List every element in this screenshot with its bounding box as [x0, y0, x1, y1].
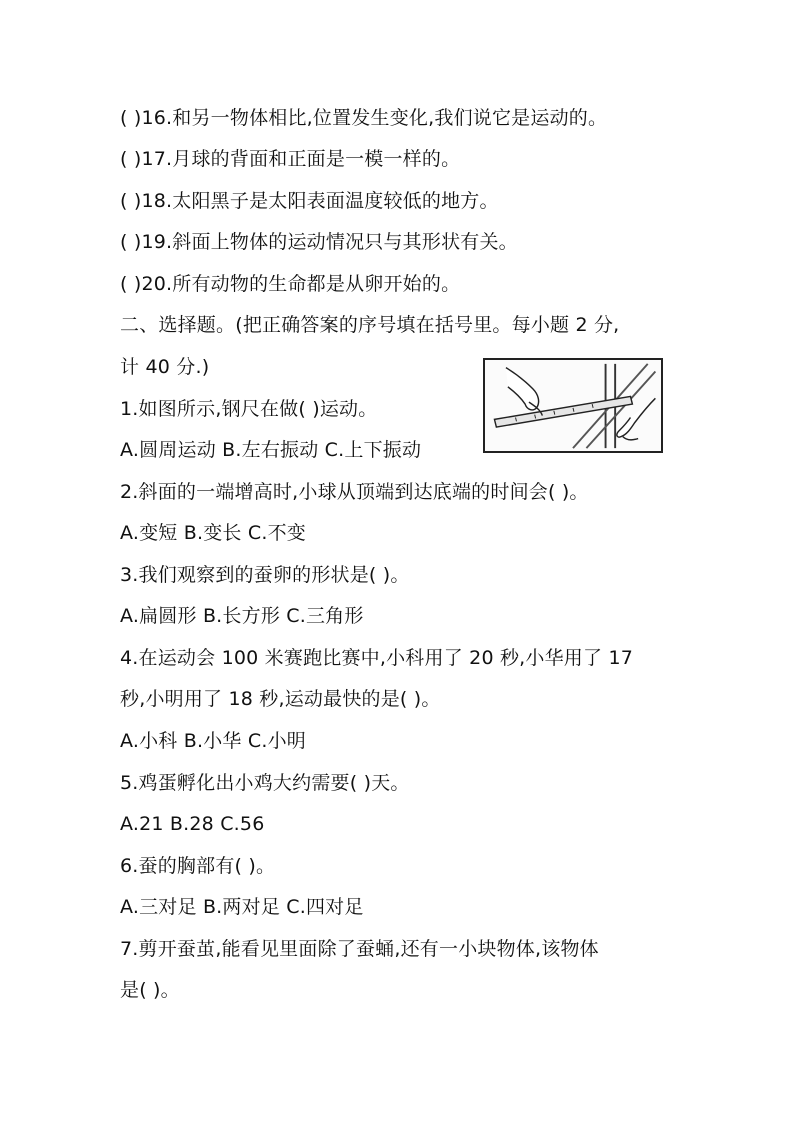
q7-stem-line1: 7.剪开蚕茧,能看见里面除了蚕蛹,还有一小块物体,该物体 — [120, 938, 599, 960]
question-text: 19.斜面上物体的运动情况只与其形状有关。 — [141, 231, 518, 253]
q2-stem: 2.斜面的一端增高时,小球从顶端到达底端的时间会( )。 — [120, 481, 589, 503]
question-text: 16.和另一物体相比,位置发生变化,我们说它是运动的。 — [141, 107, 608, 129]
q3-stem: 3.我们观察到的蚕卵的形状是( )。 — [120, 564, 410, 586]
answer-blank[interactable]: ( ) — [120, 273, 142, 295]
question-text: 17.月球的背面和正面是一模一样的。 — [141, 148, 461, 170]
q4-stem-line2: 秒,小明用了 18 秒,运动最快的是( )。 — [120, 688, 441, 710]
steel-ruler-illustration — [485, 360, 661, 451]
judgement-16 — [120, 106, 607, 130]
q7-stem-line2: 是( )。 — [120, 979, 180, 1001]
judgement-18 — [120, 189, 499, 213]
judgement-19 — [120, 230, 518, 254]
section-heading-line2: 计 40 分.) — [120, 356, 210, 378]
q6-options: A.三对足 B.两对足 C.四对足 — [120, 896, 364, 918]
question-text: 18.太阳黑子是太阳表面温度较低的地方。 — [141, 190, 499, 212]
q6-stem: 6.蚕的胸部有( )。 — [120, 855, 276, 877]
answer-blank[interactable]: ( ) — [120, 148, 142, 170]
q4-options: A.小科 B.小华 C.小明 — [120, 730, 306, 752]
q5-options: A.21 B.28 C.56 — [120, 813, 265, 835]
judgement-17 — [120, 147, 460, 171]
q4-stem-line1: 4.在运动会 100 米赛跑比赛中,小科用了 20 秒,小华用了 17 — [120, 647, 634, 669]
steel-ruler-figure — [483, 358, 663, 453]
answer-blank[interactable]: ( ) — [120, 231, 142, 253]
q3-options: A.扁圆形 B.长方形 C.三角形 — [120, 605, 364, 627]
q1-stem: 1.如图所示,钢尺在做( )运动。 — [120, 398, 378, 420]
q5-stem: 5.鸡蛋孵化出小鸡大约需要( )天。 — [120, 772, 410, 794]
answer-blank[interactable]: ( ) — [120, 190, 142, 212]
q2-options: A.变短 B.变长 C.不变 — [120, 522, 306, 544]
judgement-20 — [120, 272, 460, 296]
question-text: 20.所有动物的生命都是从卵开始的。 — [141, 273, 461, 295]
section-heading-line1: 二、选择题。(把正确答案的序号填在括号里。每小题 2 分, — [120, 314, 620, 336]
answer-blank[interactable]: ( ) — [120, 107, 142, 129]
q1-options: A.圆周运动 B.左右振动 C.上下振动 — [120, 439, 422, 461]
